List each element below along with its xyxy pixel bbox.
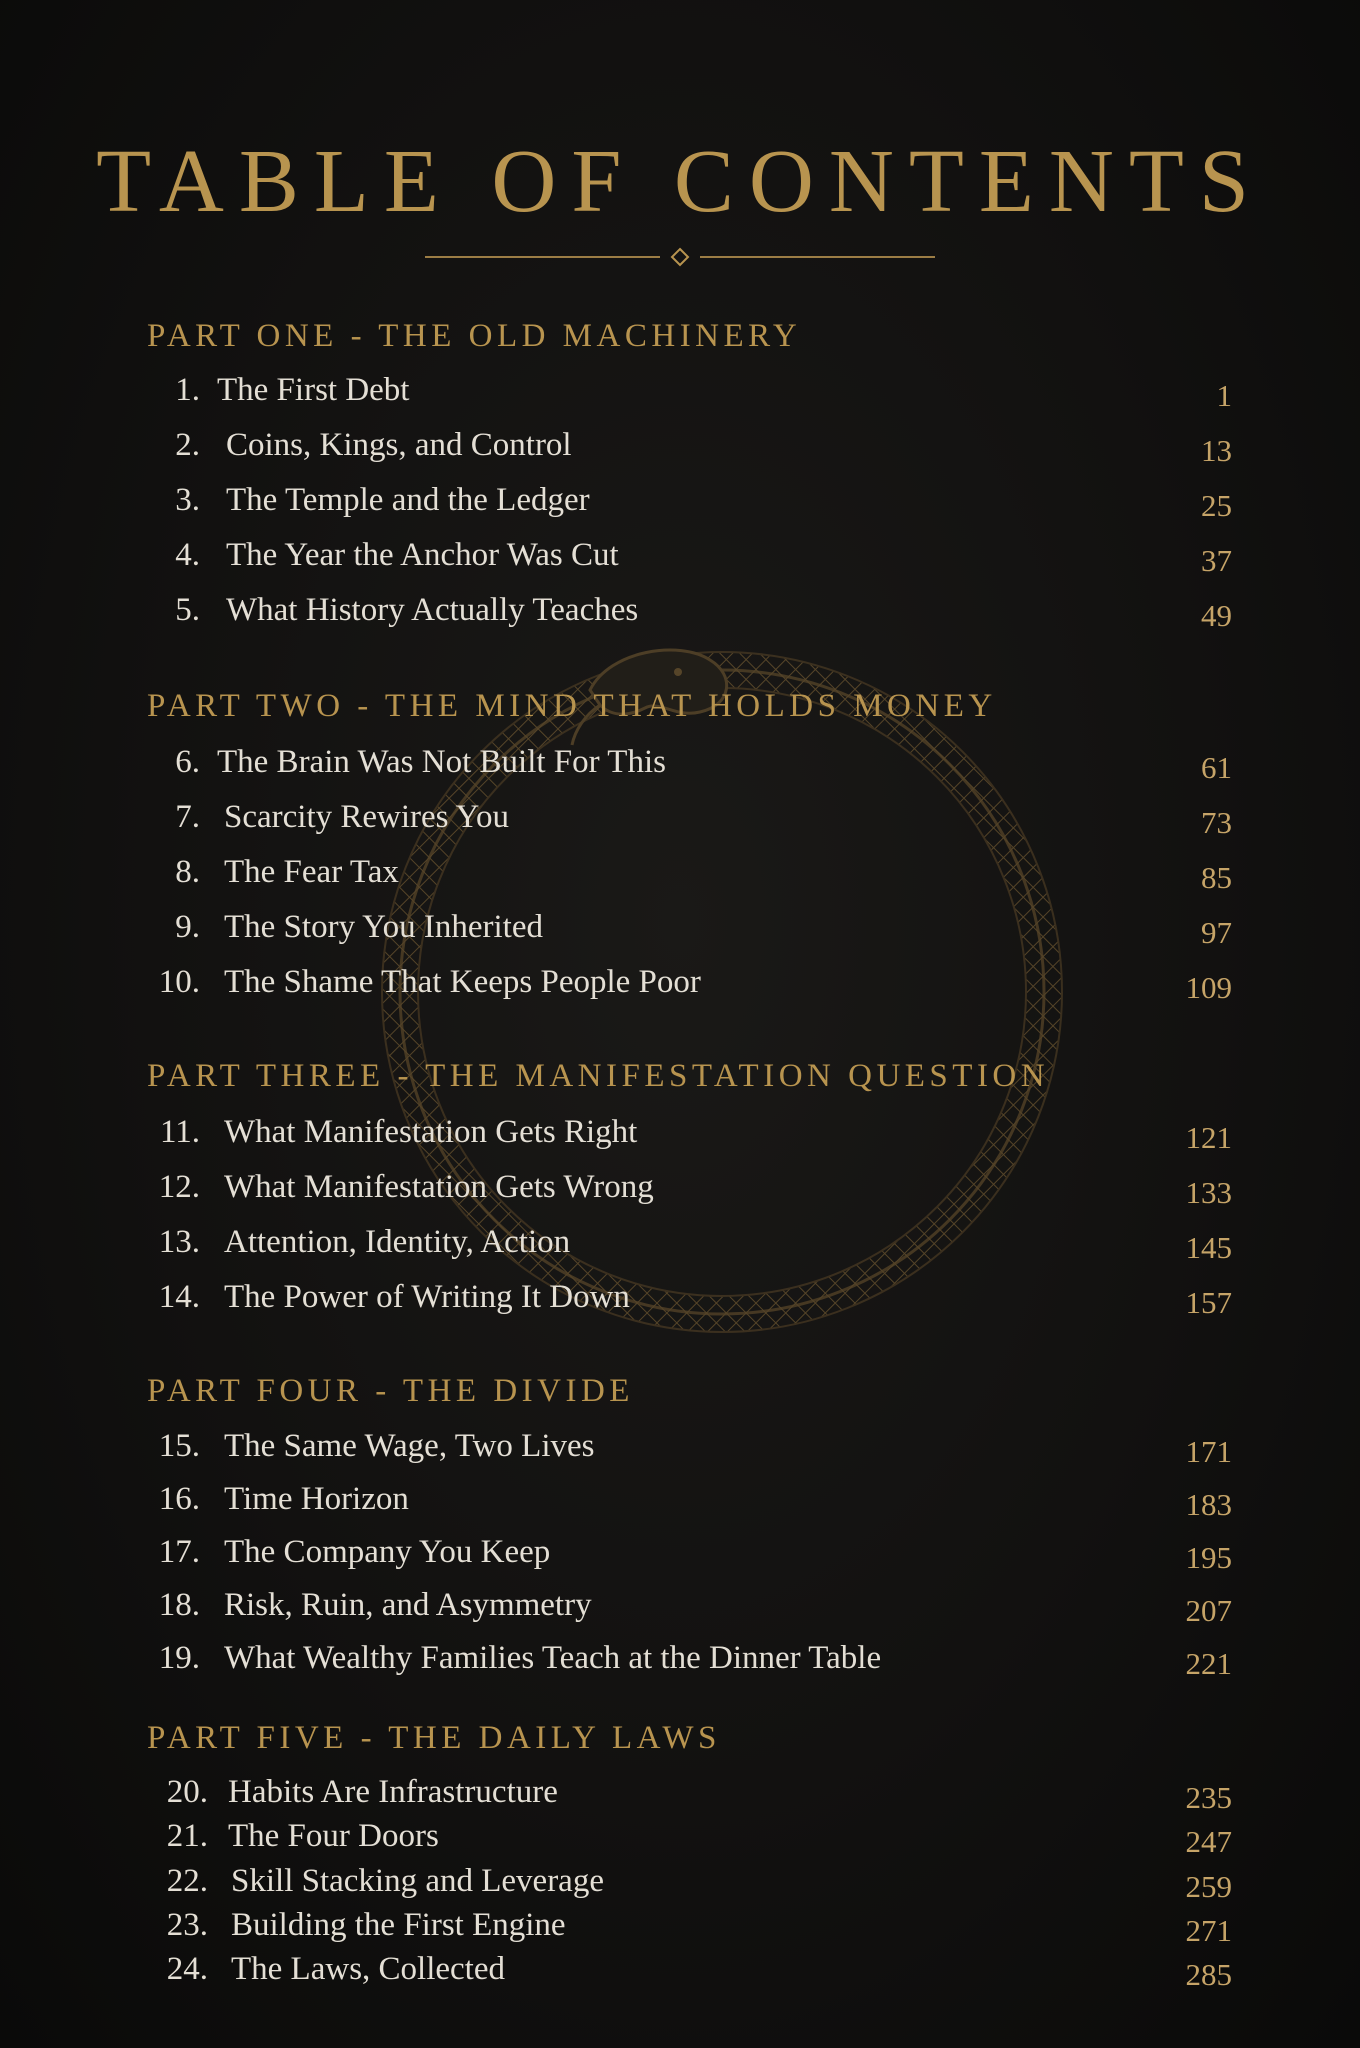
chapter-title: Skill Stacking and Leverage bbox=[231, 1863, 604, 1899]
chapter-entry[interactable] bbox=[0, 1114, 1360, 1158]
chapter-number: 11. bbox=[159, 1114, 200, 1150]
chapter-number: 22. bbox=[166, 1863, 208, 1899]
chapter-title: The Power of Writing It Down bbox=[224, 1279, 630, 1315]
chapter-title: Risk, Ruin, and Asymmetry bbox=[224, 1587, 592, 1623]
chapter-number: 5. bbox=[175, 592, 200, 628]
chapter-entry[interactable] bbox=[0, 1279, 1360, 1323]
chapter-title: The Same Wage, Two Lives bbox=[224, 1428, 595, 1464]
chapter-entry[interactable] bbox=[0, 1428, 1360, 1472]
page-number: 1 bbox=[1216, 378, 1232, 413]
chapter-entry[interactable] bbox=[0, 537, 1360, 581]
chapter-title: Building the First Engine bbox=[231, 1907, 566, 1943]
chapter-entry[interactable] bbox=[0, 427, 1360, 471]
chapter-entry[interactable] bbox=[0, 592, 1360, 636]
chapter-title: What Wealthy Families Teach at the Dinner Table bbox=[224, 1640, 882, 1676]
part-heading: PART FOUR - THE DIVIDE bbox=[147, 1373, 634, 1409]
page-number: 25 bbox=[1201, 488, 1232, 523]
page-number: 207 bbox=[1185, 1593, 1232, 1628]
part-heading: PART ONE - THE OLD MACHINERY bbox=[147, 318, 802, 354]
chapter-number: 2. bbox=[175, 427, 200, 463]
chapter-number: 8. bbox=[175, 854, 200, 890]
chapter-title: What Manifestation Gets Wrong bbox=[224, 1169, 654, 1205]
chapter-entry[interactable] bbox=[0, 1224, 1360, 1268]
chapter-entry[interactable] bbox=[0, 1534, 1360, 1578]
page-number: 221 bbox=[1185, 1646, 1232, 1681]
chapter-title: Attention, Identity, Action bbox=[224, 1224, 571, 1260]
chapter-number: 7. bbox=[175, 799, 200, 835]
chapter-title: The Four Doors bbox=[228, 1818, 439, 1854]
chapter-title: The Company You Keep bbox=[224, 1534, 551, 1570]
page-number: 195 bbox=[1185, 1540, 1232, 1575]
chapter-number: 4. bbox=[175, 537, 200, 573]
chapter-number: 16. bbox=[158, 1481, 200, 1517]
page-number: 157 bbox=[1185, 1285, 1232, 1320]
page-number: 145 bbox=[1185, 1230, 1232, 1265]
page-number: 285 bbox=[1185, 1957, 1232, 1992]
page-number: 13 bbox=[1201, 433, 1232, 468]
chapter-title: The Shame That Keeps People Poor bbox=[224, 964, 701, 1000]
chapter-entry[interactable] bbox=[0, 1587, 1360, 1631]
chapter-number: 17. bbox=[158, 1534, 200, 1570]
chapter-number: 3. bbox=[175, 482, 200, 518]
chapter-entry[interactable] bbox=[0, 1481, 1360, 1525]
chapter-entry[interactable] bbox=[0, 964, 1360, 1008]
chapter-entry[interactable] bbox=[0, 482, 1360, 526]
page-number: 73 bbox=[1201, 805, 1232, 840]
chapter-title: Coins, Kings, and Control bbox=[226, 427, 572, 463]
chapter-title: The Temple and the Ledger bbox=[226, 482, 590, 518]
page-title: TABLE OF CONTENTS bbox=[96, 132, 1264, 231]
chapter-title: The Fear Tax bbox=[224, 854, 399, 890]
part-heading: PART THREE - THE MANIFESTATION QUESTION bbox=[147, 1058, 1050, 1094]
chapter-title: Scarcity Rewires You bbox=[224, 799, 510, 835]
page-number: 109 bbox=[1185, 970, 1232, 1005]
chapter-entry[interactable] bbox=[0, 372, 1360, 416]
page-number: 49 bbox=[1201, 598, 1232, 633]
page-number: 171 bbox=[1185, 1434, 1232, 1469]
chapter-number: 13. bbox=[158, 1224, 200, 1260]
chapter-title: The Year the Anchor Was Cut bbox=[226, 537, 619, 573]
page-number: 121 bbox=[1185, 1120, 1232, 1155]
chapter-entry[interactable] bbox=[0, 1951, 1360, 1995]
chapter-title: The First Debt bbox=[217, 372, 410, 408]
chapter-number: 15. bbox=[158, 1428, 200, 1464]
chapter-number: 24. bbox=[166, 1951, 208, 1987]
chapter-number: 6. bbox=[175, 744, 200, 780]
page-number: 259 bbox=[1185, 1869, 1232, 1904]
chapter-entry[interactable] bbox=[0, 1818, 1360, 1862]
page-number: 247 bbox=[1185, 1824, 1232, 1859]
page-number: 183 bbox=[1185, 1487, 1232, 1522]
chapter-entry[interactable] bbox=[0, 1863, 1360, 1907]
chapter-number: 14. bbox=[158, 1279, 200, 1315]
chapter-entry[interactable] bbox=[0, 799, 1360, 843]
chapter-number: 19. bbox=[158, 1640, 200, 1676]
chapter-number: 10. bbox=[158, 964, 200, 1000]
chapter-number: 21. bbox=[166, 1818, 208, 1854]
chapter-number: 1. bbox=[175, 372, 200, 408]
chapter-title: The Brain Was Not Built For This bbox=[217, 744, 666, 780]
chapter-entry[interactable] bbox=[0, 1774, 1360, 1818]
chapter-number: 23. bbox=[166, 1907, 208, 1943]
chapter-title: The Laws, Collected bbox=[231, 1951, 505, 1987]
part-heading: PART TWO - THE MIND THAT HOLDS MONEY bbox=[147, 688, 997, 724]
page-number: 37 bbox=[1201, 543, 1232, 578]
chapter-entry[interactable] bbox=[0, 1907, 1360, 1951]
chapter-entry[interactable] bbox=[0, 909, 1360, 953]
page-number: 97 bbox=[1201, 915, 1232, 950]
chapter-title: What History Actually Teaches bbox=[226, 592, 639, 628]
page-number: 133 bbox=[1185, 1175, 1232, 1210]
chapter-title: Habits Are Infrastructure bbox=[228, 1774, 558, 1810]
chapter-entry[interactable] bbox=[0, 744, 1360, 788]
chapter-title: The Story You Inherited bbox=[224, 909, 543, 945]
page-number: 61 bbox=[1201, 750, 1232, 785]
chapter-title: Time Horizon bbox=[224, 1481, 409, 1517]
chapter-title: What Manifestation Gets Right bbox=[224, 1114, 638, 1150]
part-heading: PART FIVE - THE DAILY LAWS bbox=[147, 1720, 721, 1756]
page-number: 235 bbox=[1185, 1780, 1232, 1815]
chapter-entry[interactable] bbox=[0, 854, 1360, 898]
page-number: 271 bbox=[1185, 1913, 1232, 1948]
chapter-entry[interactable] bbox=[0, 1169, 1360, 1213]
chapter-number: 12. bbox=[158, 1169, 200, 1205]
chapter-number: 9. bbox=[175, 909, 200, 945]
chapter-number: 20. bbox=[166, 1774, 208, 1810]
chapter-entry[interactable] bbox=[0, 1640, 1360, 1684]
chapter-number: 18. bbox=[158, 1587, 200, 1623]
page-number: 85 bbox=[1201, 860, 1232, 895]
